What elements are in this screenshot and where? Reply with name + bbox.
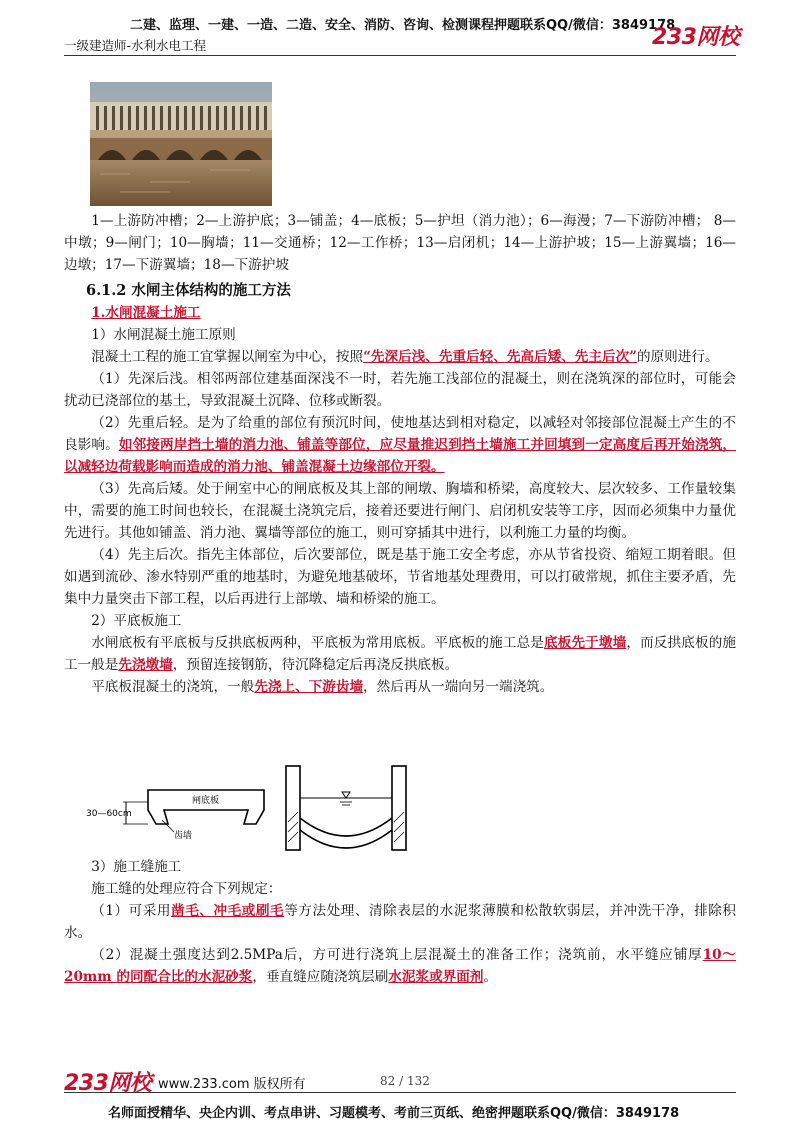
slab-label: 闸底板 (192, 796, 220, 806)
principle-item-1: （1）先深后浅。相邻两部位建基面深浅不一时，若先施工浅部位的混凝土，则在浇筑深的部位时，可能会扰动已浇部位的基土，导致混凝土沉降、位移或断裂。 (64, 371, 736, 409)
subsection-title: 1.水闸混凝土施工 (91, 305, 201, 321)
flat-slab-keyword-1: 底板先于墩墙 (544, 635, 627, 651)
flat-slab-title: 2）平底板施工 (91, 613, 182, 629)
principle-keyword: “先深后浅、先重后轻、先高后矮、先主后次” (363, 349, 637, 365)
principle-title: 1）水闸混凝土施工原则 (91, 327, 236, 343)
inverted-arch-diagram (282, 762, 422, 854)
brand-logo[interactable]: 233网校 (652, 25, 740, 50)
flat-slab-diagram (86, 780, 276, 840)
joint-title: 3）施工缝施工 (91, 859, 182, 875)
dim-label: 30—60cm (86, 809, 132, 819)
principle-item-2-highlight: 如邻接两岸挡土墙的消力池、铺盖等部位，应尽量推迟到挡土墙施工并回填到一定高度后再开始浇筑，以减轻边荷载影响而造成的消力池、铺盖混凝土边缘部位开裂。 (64, 437, 737, 475)
document-body-lower (64, 856, 736, 988)
flat-slab-keyword-3: 先浇上、下游齿墙 (254, 679, 364, 695)
joint-intro: 施工缝的处理应符合下列规定： (91, 881, 282, 897)
header-course: 一级建造师-水利水电工程 (64, 38, 207, 53)
flat-slab-keyword-2: 先浇墩墙 (118, 657, 173, 673)
section-title: 6.1.2 水闸主体结构的施工方法 (86, 282, 291, 299)
tooth-label: 齿墙 (174, 831, 193, 840)
joint-item-1: （1）可采用凿毛、冲毛或刷毛等方法处理、清除表层的水泥浆薄膜和松散软弱层，并冲洗干净，排除积水。 (64, 903, 737, 941)
footer-promo: 名师面授精华、央企内训、考点串讲、习题模考、考前三页纸、绝密押题联系QQ/微信：3849178 (108, 1106, 680, 1121)
flat-slab-para-2: 平底板混凝土的浇筑，一般先浇上、下游齿墙，然后再从一端向另一端浇筑。 (91, 679, 554, 695)
joint-item-2: （2）混凝土强度达到2.5MPa后，方可进行浇筑上层混凝土的准备工作；浇筑前，水平缝应铺厚10～20mm 的同配合比的水泥砂浆，垂直缝应随浇筑层刷水泥浆或界面剂。 (64, 947, 737, 985)
flat-slab-para-1: 水闸底板有平底板与反拱底板两种，平底板为常用底板。平底板的施工总是底板先于墩墙，而反拱底板的施工一般是先浇墩墙，预留连接钢筋，待沉降稳定后再浇反拱底板。 (64, 635, 737, 673)
joint-keyword-3: 水泥浆或界面剂 (388, 969, 484, 985)
header-divider (64, 55, 736, 56)
photo-caption: 1—上游防冲槽；2—上游护底；3—铺盖；4—底板；5—护坦（消力池）；6—海漫；7—下游防冲槽； 8—中墩；9—闸门；10—胸墙；11—交通桥；12—工作桥；13—启闭机；14—上游护坡；15—上游翼墙；16—边墩；17—下游翼墙；18—下游护坡 (64, 213, 736, 273)
principle-item-4: （4）先主后次。指先主体部位，后次要部位，既是基于施工安全考虑，亦从节省投资、缩短工期着眼。但如遇到流砂、渗水特别严重的地基时，为避免地基破坏，节省地基处理费用，可以打破常规，抓住主要矛盾，先集中力量突击下部工程，以后再进行上部墩、墙和桥梁的施工。 (64, 547, 736, 607)
footer-site[interactable]: www.233.com 版权所有 (158, 1077, 306, 1092)
sluice-photo (90, 82, 272, 206)
header-promo: 二建、监理、一建、一造、二造、安全、消防、咨询、检测课程押题联系QQ/微信：3849178 (130, 18, 676, 33)
page-number: 82 / 132 (380, 1074, 430, 1088)
principle-item-2: （2）先重后轻。是为了给重的部位有预沉时间，使地基达到相对稳定，以减轻对邻接部位混凝土产生的不良影响。如邻接两岸挡土墙的消力池、铺盖等部位，应尽量推迟到挡土墙施工并回填到一定高度后再开始浇筑，以减轻边荷载影响而造成的消力池、铺盖混凝土边缘部位开裂。 (64, 415, 737, 475)
joint-keyword-2: 10～20mm 的同配合比的水泥砂浆 (64, 947, 737, 985)
principle-item-3: （3）先高后矮。处于闸室中心的闸底板及其上部的闸墩、胸墙和桥梁，高度较大、层次较多、工作量较集中，需要的施工时间也较长，在混凝土浇筑完后，接着还要进行闸门、启闭机安装等工序，因而必须集中力量优先进行。其他如铺盖、消力池、翼墙等部位的施工，则可穿插其中进行，以利施工力量的均衡。 (64, 481, 736, 541)
footer-logo[interactable]: 233网校 (64, 1071, 152, 1096)
principle-intro: 混凝土工程的施工宜掌握以闸室为中心，按照“先深后浅、先重后轻、先高后矮、先主后次”的原则进行。 (91, 349, 719, 365)
document-body (64, 210, 736, 698)
footer-divider (64, 1092, 736, 1093)
joint-keyword-1: 凿毛、冲毛或刷毛 (171, 903, 285, 919)
